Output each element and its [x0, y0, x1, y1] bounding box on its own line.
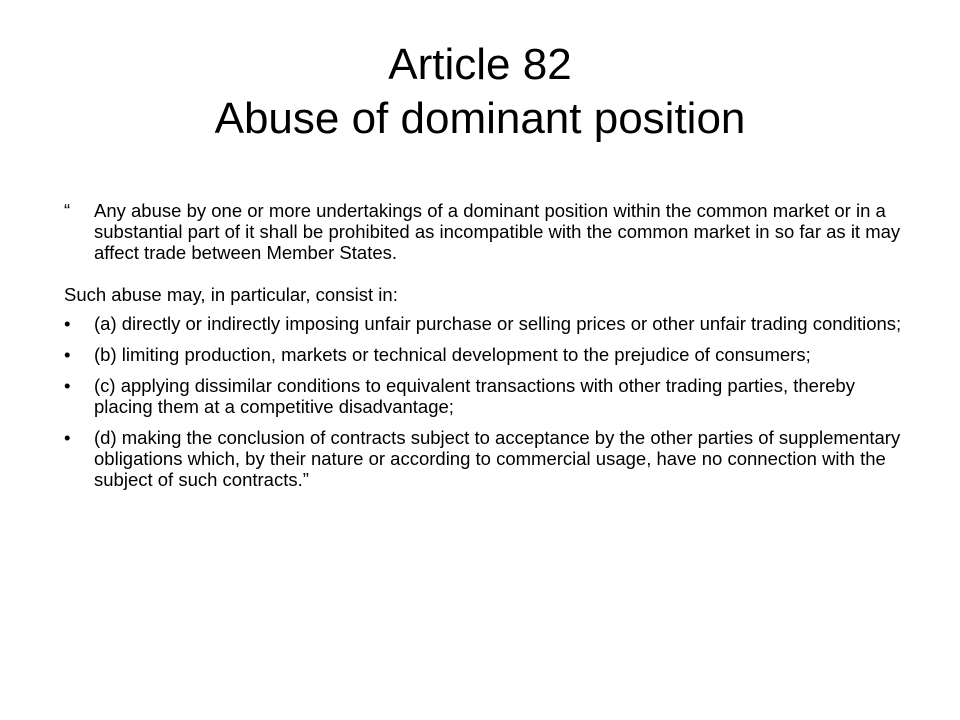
bullet-icon: • — [64, 344, 71, 365]
slide-title — [0, 38, 960, 146]
slide-body — [64, 200, 904, 500]
abuse-examples-list — [64, 313, 904, 490]
list-item — [64, 375, 904, 417]
quoted-paragraph — [64, 200, 904, 263]
list-item — [64, 344, 904, 365]
list-item — [64, 313, 904, 334]
list-item — [64, 427, 904, 490]
quoted-paragraph-text: Any abuse by one or more undertakings of a dominant position within the common market or in a substantial part of it shall be prohibited as incompatible with the common market in so far as it may affect trade between Member States. — [94, 200, 901, 263]
bullet-icon: • — [64, 427, 71, 448]
bullet-icon: • — [64, 375, 71, 396]
title-line-article: Article 82 — [388, 40, 572, 89]
open-quote-mark: “ — [64, 200, 71, 221]
list-item-text: (b) limiting production, markets or technical development to the prejudice of consumers; — [94, 344, 811, 365]
title-line-subject: Abuse of dominant position — [214, 94, 746, 143]
paragraph-spacer — [64, 263, 904, 284]
list-item-text: (c) applying dissimilar conditions to equivalent transactions with other trading parties, thereby placing them at a competitive disadvantage; — [94, 375, 855, 417]
list-item-text: (a) directly or indirectly imposing unfair purchase or selling prices or other unfair trading conditions; — [94, 313, 902, 334]
list-lead-in: Such abuse may, in particular, consist in: — [64, 284, 398, 305]
list-item-text: (d) making the conclusion of contracts subject to acceptance by the other parties of supplementary obligations which, by their nature or according to commercial usage, have no connection with the subject of such contracts.” — [94, 427, 901, 490]
bullet-icon: • — [64, 313, 71, 334]
